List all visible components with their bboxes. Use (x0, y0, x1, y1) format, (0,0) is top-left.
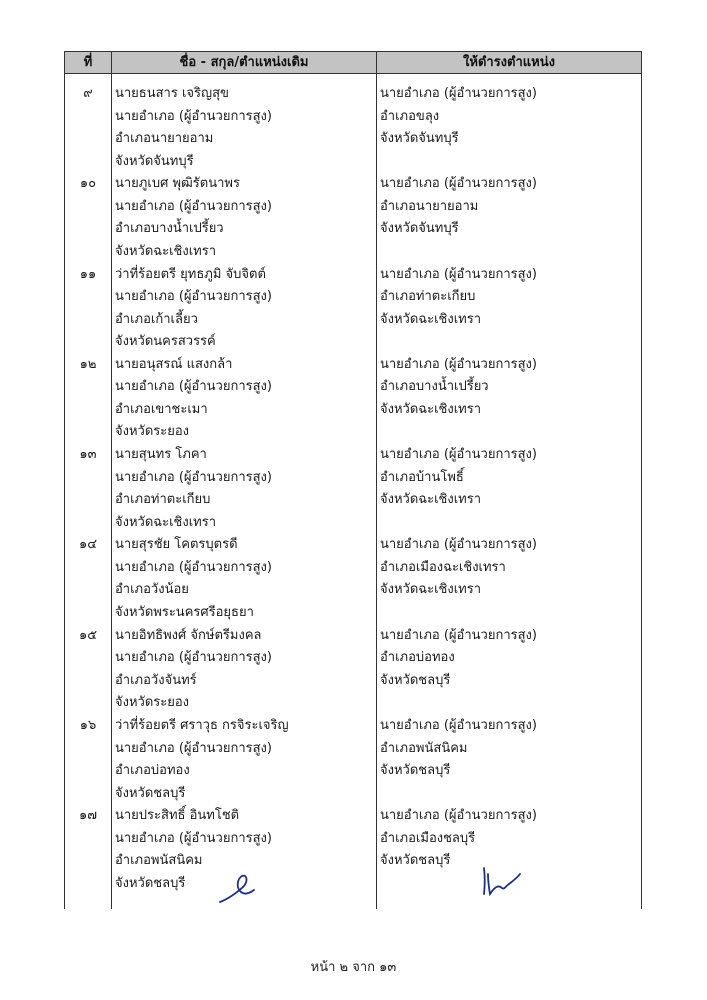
old-position-line: จังหวัดชลบุรี (115, 785, 186, 801)
table-header (65, 51, 641, 74)
old-position-line: อำเภอท่าตะเกียบ (115, 492, 211, 508)
page-number: หน้า ๒ จาก ๑๓ (310, 960, 397, 975)
header-new-position: ให้ดำรงตำแหน่ง (463, 55, 555, 70)
row-number: ๑๓ (79, 447, 97, 463)
new-position-line: อำเภอเมืองชลบุรี (380, 830, 476, 846)
table-row (65, 354, 641, 444)
row-number: ๑๑ (79, 266, 97, 282)
person-name: นายอิทธิพงศ์ จักษ์ตรีมงคล (115, 627, 262, 643)
row-number: ๑๐ (79, 176, 97, 192)
old-position-line: จังหวัดพระนครศรีอยุธยา (115, 604, 254, 620)
old-position-line: อำเภอวังจันทร์ (115, 672, 197, 688)
new-position-line: นายอำเภอ (ผู้อำนวยการสูง) (380, 537, 537, 553)
table-row (65, 264, 641, 354)
new-position-line: จังหวัดฉะเชิงเทรา (380, 582, 482, 598)
table-row (65, 805, 641, 895)
table-row (65, 173, 641, 263)
old-position-cell (115, 173, 373, 263)
old-position-line: อำเภอเขาชะเมา (115, 401, 208, 417)
old-position-line: อำเภอเก้าเลี้ยว (115, 311, 198, 327)
row-number: ๑๗ (78, 808, 98, 824)
new-position-line: จังหวัดฉะเชิงเทรา (380, 311, 482, 327)
new-position-line: อำเภอบางน้ำเปรี้ยว (380, 379, 489, 395)
old-position-line: นายอำเภอ (ผู้อำนวยการสูง) (115, 108, 272, 124)
table-row (65, 534, 641, 624)
new-position-line: อำเภอท่าตะเกียบ (380, 289, 476, 305)
new-position-line: จังหวัดชลบุรี (380, 853, 451, 869)
new-position-line: จังหวัดจันทบุรี (380, 131, 459, 146)
new-position-cell (380, 715, 638, 783)
new-position-line: จังหวัดชลบุรี (380, 672, 451, 688)
new-position-cell (380, 264, 638, 332)
old-position-line: นายอำเภอ (ผู้อำนวยการสูง) (115, 289, 272, 305)
old-position-line: จังหวัดฉะเชิงเทรา (115, 243, 217, 259)
new-position-line: อำเภอพนัสนิคม (380, 740, 468, 756)
signature-right (476, 862, 526, 898)
new-position-cell (380, 534, 638, 602)
old-position-line: นายอำเภอ (ผู้อำนวยการสูง) (115, 198, 272, 214)
new-position-line: จังหวัดจันทบุรี (380, 221, 459, 237)
person-name: ว่าที่ร้อยตรี ยุทธภูมิ จับจิตต์ (115, 266, 266, 282)
table-row (65, 625, 641, 715)
person-name: นายสุนทร โภคา (115, 447, 207, 463)
new-position-cell (380, 173, 638, 241)
new-position-line: จังหวัดฉะเชิงเทรา (380, 492, 482, 508)
new-position-cell (380, 444, 638, 512)
appointment-table (64, 51, 642, 909)
old-position-line: นายอำเภอ (ผู้อำนวยการสูง) (115, 559, 272, 575)
row-number: ๑๖ (79, 718, 97, 734)
old-position-cell (115, 83, 373, 173)
old-position-cell (115, 264, 373, 354)
old-position-line: นายอำเภอ (ผู้อำนวยการสูง) (115, 830, 272, 846)
new-position-line: อำเภอบ้านโพธิ์ (380, 469, 464, 485)
header-no: ที่ (83, 55, 93, 70)
old-position-line: จังหวัดฉะเชิงเทรา (115, 514, 217, 530)
person-name: นายอนุสรณ์ แสงกล้า (115, 356, 233, 372)
new-position-line: นายอำเภอ (ผู้อำนวยการสูง) (380, 86, 537, 101)
row-number: ๑๒ (79, 356, 97, 372)
table-row (65, 83, 641, 173)
old-position-line: อำเภอพนัสนิคม (115, 853, 203, 869)
new-position-line: อำเภอเมืองฉะเชิงเทรา (380, 559, 506, 575)
old-position-line: อำเภอบางน้ำเปรี้ยว (115, 221, 224, 237)
new-position-line: อำเภอบ่อทอง (380, 650, 455, 666)
old-position-line: นายอำเภอ (ผู้อำนวยการสูง) (115, 740, 272, 756)
new-position-line: นายอำเภอ (ผู้อำนวยการสูง) (380, 447, 537, 463)
new-position-line: จังหวัดชลบุรี (380, 763, 451, 779)
person-name: นายธนสาร เจริญสุข (115, 86, 229, 101)
row-number: ๙ (83, 86, 93, 101)
old-position-line: จังหวัดระยอง (115, 424, 190, 440)
new-position-line: อำเภอขลุง (380, 108, 440, 124)
person-name: ว่าที่ร้อยตรี ศราวุธ กรจิระเจริญ (115, 718, 289, 734)
row-number: ๑๕ (78, 627, 98, 643)
old-position-line: อำเภอนายายอาม (115, 131, 214, 146)
new-position-line: นายอำเภอ (ผู้อำนวยการสูง) (380, 718, 537, 734)
new-position-line: นายอำเภอ (ผู้อำนวยการสูง) (380, 808, 537, 824)
old-position-cell (115, 354, 373, 444)
old-position-line: นายอำเภอ (ผู้อำนวยการสูง) (115, 469, 272, 485)
old-position-line: จังหวัดชลบุรี (115, 875, 186, 891)
new-position-line: จังหวัดฉะเชิงเทรา (380, 401, 482, 417)
signature-left (214, 866, 258, 906)
new-position-line: นายอำเภอ (ผู้อำนวยการสูง) (380, 356, 537, 372)
new-position-cell (380, 354, 638, 422)
old-position-cell (115, 625, 373, 715)
old-position-line: จังหวัดระยอง (115, 695, 190, 711)
new-position-line: นายอำเภอ (ผู้อำนวยการสูง) (380, 627, 537, 643)
old-position-cell (115, 444, 373, 534)
old-position-line: นายอำเภอ (ผู้อำนวยการสูง) (115, 379, 272, 395)
person-name: นายภูเบศ พุฒิรัตนาพร (115, 176, 240, 192)
table-row (65, 715, 641, 805)
old-position-line: นายอำเภอ (ผู้อำนวยการสูง) (115, 650, 272, 666)
new-position-line: นายอำเภอ (ผู้อำนวยการสูง) (380, 176, 537, 192)
table-body (65, 83, 641, 896)
new-position-cell (380, 83, 638, 151)
person-name: นายสุรชัย โคตรบุตรดี (115, 537, 238, 553)
old-position-line: อำเภอวังน้อย (115, 582, 189, 598)
old-position-cell (115, 715, 373, 805)
new-position-cell (380, 625, 638, 693)
row-number: ๑๔ (78, 537, 98, 553)
person-name: นายประสิทธิ์ อินทโชติ (115, 808, 240, 824)
old-position-cell (115, 534, 373, 624)
old-position-line: จังหวัดจันทบุรี (115, 153, 194, 169)
old-position-line: จังหวัดนครสวรรค์ (115, 334, 216, 350)
table-row (65, 444, 641, 534)
header-old-position: ชื่อ - สกุล/ตำแหน่งเดิม (179, 55, 309, 70)
old-position-line: อำเภอบ่อทอง (115, 763, 190, 779)
new-position-line: อำเภอนายายอาม (380, 198, 479, 214)
new-position-line: นายอำเภอ (ผู้อำนวยการสูง) (380, 266, 537, 282)
